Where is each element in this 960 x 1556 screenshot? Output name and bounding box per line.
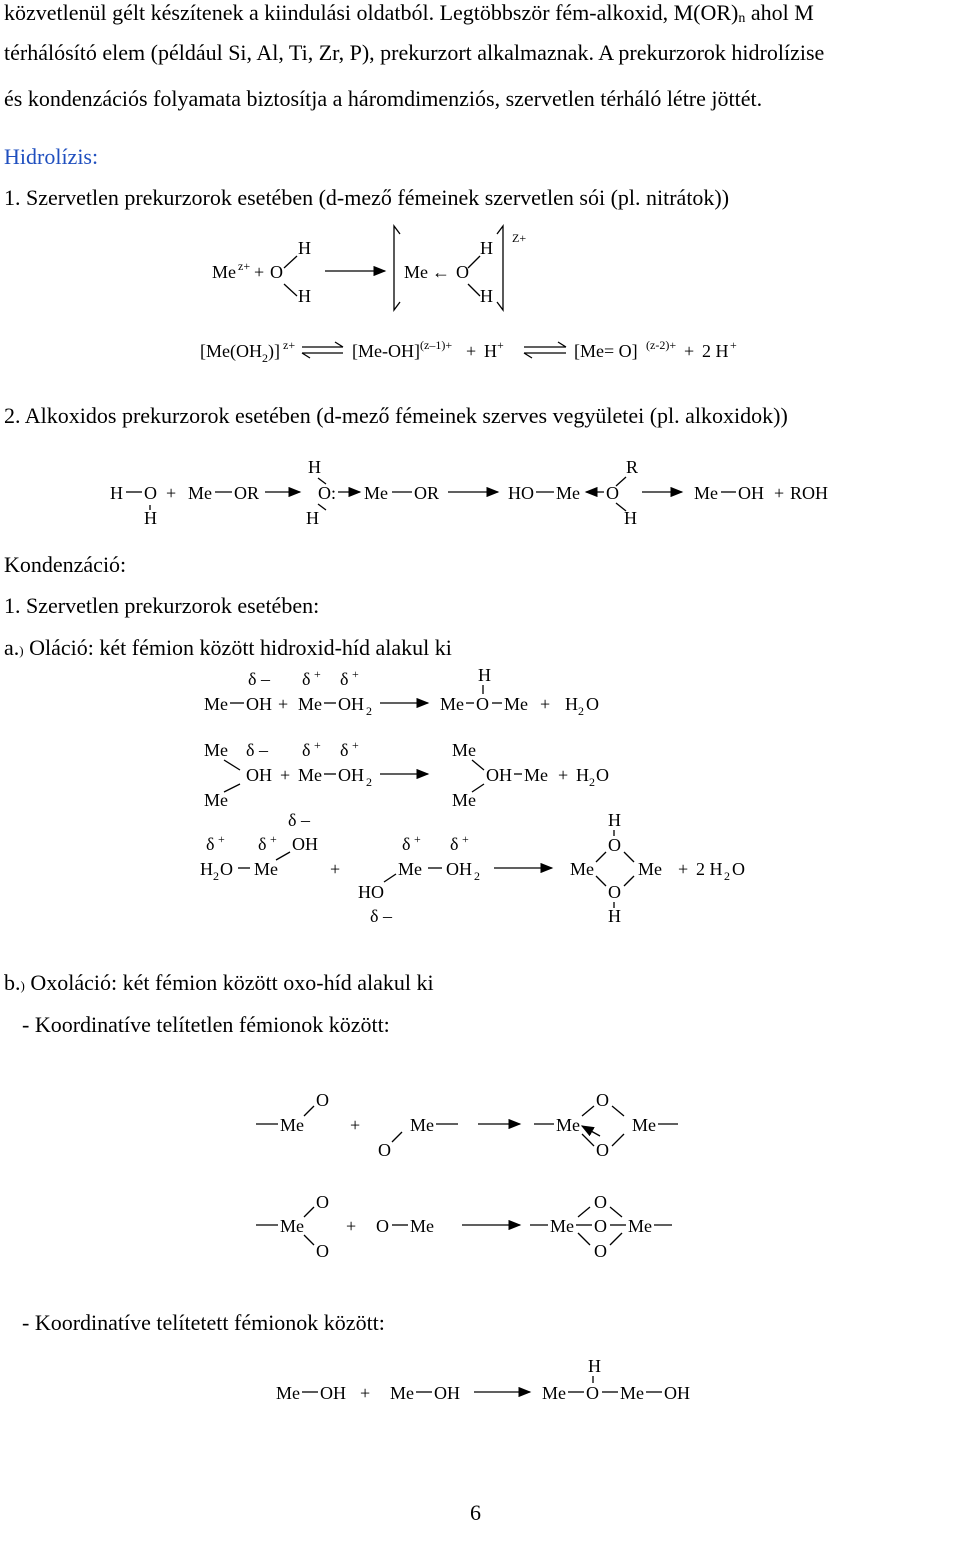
group-label: OR — [234, 483, 260, 503]
hydrolysis-alkoxide-scheme — [110, 457, 828, 528]
atom-label: Me — [628, 1216, 652, 1236]
atom-label: O — [596, 765, 609, 785]
atom-label: O: — [318, 483, 336, 503]
label: b. — [4, 970, 21, 995]
partial-charge: δ – — [248, 669, 270, 689]
paragraph-line-2: térhálósító elem (például Si, Al, Ti, Zr, P), prekurzort alkalmaznak. A prekurzorok hidrolízise — [4, 40, 825, 65]
atom-label: H — [308, 457, 321, 477]
atom-label: H — [306, 508, 319, 528]
group-label: OH — [434, 1383, 460, 1403]
operator: + — [466, 341, 477, 361]
subscript: 2 — [262, 351, 268, 365]
group-label: OH — [338, 765, 364, 785]
heading-kondenzacio: Kondenzáció: — [4, 552, 127, 577]
atom-label: O — [596, 1140, 609, 1160]
molecule-label: H — [565, 694, 578, 714]
group-label: OH — [338, 694, 364, 714]
subscript: 2 — [366, 775, 372, 789]
heading-hidrolizis: Hidrolízis: — [4, 144, 99, 169]
atom-label: Me — [638, 859, 662, 879]
atom-label: Me — [556, 1115, 580, 1135]
oxolation-unsaturated-scheme — [256, 1090, 678, 1160]
group-label: OH — [664, 1383, 690, 1403]
charge-label: z+ — [238, 259, 251, 273]
charge-label: Z+ — [512, 231, 527, 245]
atom-label: O — [456, 262, 469, 282]
atom-label: H — [480, 238, 493, 258]
atom-label: Me — [254, 859, 278, 879]
subscript: 2 — [474, 869, 480, 883]
complex-label: )] — [268, 341, 280, 361]
charge-label: + — [314, 667, 321, 681]
group-label: OH — [320, 1383, 346, 1403]
atom-label: Me — [212, 262, 236, 282]
subscript: 2 — [366, 704, 372, 718]
atom-label: O — [586, 1383, 599, 1403]
atom-label: H — [624, 508, 637, 528]
atom-label: Me — [298, 765, 322, 785]
partial-charge: δ — [206, 834, 215, 854]
subscript: 2 — [213, 869, 219, 883]
atom-label: O — [378, 1140, 391, 1160]
oxolation-unsaturated-scheme-2 — [256, 1192, 672, 1261]
atom-label: Me — [204, 790, 228, 810]
atom-label: Me — [404, 262, 428, 282]
charge-label: z+ — [283, 338, 296, 352]
atom-label: Me — [390, 1383, 414, 1403]
atom-label: Me — [632, 1115, 656, 1135]
atom-label: O — [476, 694, 489, 714]
molecule-label: H — [576, 765, 589, 785]
partial-charge: δ — [450, 834, 459, 854]
group-label: OH — [446, 859, 472, 879]
partial-charge: δ — [258, 834, 267, 854]
atom-label: Me — [410, 1216, 434, 1236]
atom-label: Me — [694, 483, 718, 503]
label: Oláció: két fémion között hidroxid-híd alakul ki — [23, 635, 452, 660]
charge-label: + — [497, 338, 504, 352]
olation-scheme-2 — [204, 738, 609, 810]
subscript: 2 — [589, 775, 595, 789]
atom-label: H — [144, 508, 157, 528]
atom-label: Me — [188, 483, 212, 503]
label: ) — [20, 978, 25, 993]
group-label: OH — [292, 834, 318, 854]
atom-label: H — [298, 238, 311, 258]
atom-label: Me — [570, 859, 594, 879]
operator: + — [346, 1216, 357, 1236]
item-inorganic-precursors: 1. Szervetlen prekurzorok esetében (d-mező fémeinek szervetlen sói (pl. nitrátok)) — [4, 185, 730, 210]
atom-label: H — [298, 286, 311, 306]
operator: + — [278, 694, 289, 714]
coordination-arrow: ← — [432, 262, 450, 282]
atom-label: O — [316, 1090, 329, 1110]
atom-label: H — [480, 286, 493, 306]
molecule-label: 2 H — [696, 859, 723, 879]
group-label: HO — [508, 483, 534, 503]
oxolation-saturated-scheme — [276, 1356, 690, 1403]
charge-label: + — [218, 832, 225, 846]
label: Oxoláció: két fémion között oxo-híd alakul ki — [24, 970, 434, 995]
label: ) — [19, 643, 24, 658]
atom-label: Me — [398, 859, 422, 879]
atom-label: Me — [364, 483, 388, 503]
atom-label: Me — [440, 694, 464, 714]
charge-label: + — [414, 832, 421, 846]
page-number: 6 — [470, 1500, 481, 1525]
atom-label: H — [478, 665, 491, 685]
label: a. — [4, 635, 20, 660]
text-segment: ahol M — [745, 0, 814, 25]
atom-label: O — [586, 694, 599, 714]
atom-label: H — [110, 483, 123, 503]
group-label: HO — [358, 882, 384, 902]
charge-label: + — [730, 338, 737, 352]
atom-label: H — [588, 1356, 601, 1376]
operator: + — [280, 765, 291, 785]
atom-label: O — [732, 859, 745, 879]
atom-label: R — [626, 457, 639, 477]
atom-label: Me — [556, 483, 580, 503]
partial-charge: δ – — [246, 740, 268, 760]
atom-label: O — [270, 262, 283, 282]
atom-label: O — [594, 1241, 607, 1261]
atom-label: Me — [542, 1383, 566, 1403]
ion-label: H — [484, 341, 497, 361]
olation-scheme-3 — [200, 810, 745, 926]
atom-label: H — [608, 810, 621, 830]
atom-label: Me — [550, 1216, 574, 1236]
charge-label: + — [352, 738, 359, 752]
subscript: n — [738, 11, 746, 26]
atom-label: Me — [452, 740, 476, 760]
group-label: OH — [246, 694, 272, 714]
group-label: OH — [246, 765, 272, 785]
atom-label: O — [594, 1192, 607, 1212]
partial-charge: δ – — [370, 906, 392, 926]
atom-label: O — [608, 835, 621, 855]
text-segment: közvetlenül gélt készítenek a kiindulási oldatból. Legtöbbször fém-alkoxid, M(OR) — [4, 0, 739, 25]
partial-charge: δ – — [288, 810, 310, 830]
atom-label: Me — [204, 694, 228, 714]
complex-label: [Me(OH — [200, 341, 262, 361]
hydrolysis-inorganic-scheme — [200, 226, 737, 365]
charge-label: (z-2)+ — [646, 338, 677, 352]
atom-label: Me — [280, 1115, 304, 1135]
atom-label: Me — [298, 694, 322, 714]
atom-label: Me — [276, 1383, 300, 1403]
atom-label: Me — [620, 1383, 644, 1403]
operator: + — [350, 1115, 361, 1135]
atom-label: Me — [452, 790, 476, 810]
partial-charge: δ — [402, 834, 411, 854]
atom-label: H — [608, 906, 621, 926]
atom-label: O — [316, 1241, 329, 1261]
charge-label: + — [462, 832, 469, 846]
atom-label: O — [596, 1090, 609, 1110]
complex-label: [Me= O] — [574, 341, 638, 361]
charge-label: + — [352, 667, 359, 681]
item-unsaturated: - Koordinatíve telítetlen fémionok között: — [22, 1012, 390, 1037]
charge-label: (z–1)+ — [420, 338, 453, 352]
olation-scheme-1 — [204, 665, 599, 718]
partial-charge: δ — [302, 669, 311, 689]
molecule-label: H — [200, 859, 213, 879]
atom-label: Me — [410, 1115, 434, 1135]
atom-label: O — [376, 1216, 389, 1236]
atom-label: Me — [524, 765, 548, 785]
charge-label: + — [270, 832, 277, 846]
partial-charge: δ — [302, 740, 311, 760]
atom-label: Me — [504, 694, 528, 714]
subscript: 2 — [578, 704, 584, 718]
operator: + — [774, 483, 785, 503]
paragraph-line-3: és kondenzációs folyamata biztosítja a háromdimenziós, szervetlen térháló létre jöttét. — [4, 86, 763, 111]
partial-charge: δ — [340, 669, 349, 689]
partial-charge: δ — [340, 740, 349, 760]
atom-label: O — [144, 483, 157, 503]
atom-label: Me — [204, 740, 228, 760]
ion-label: 2 H — [702, 341, 729, 361]
item-alkoxide-precursors: 2. Alkoxidos prekurzorok esetében (d-mező fémeinek szerves vegyületei (pl. alkoxidok)) — [4, 403, 788, 428]
subscript: 2 — [724, 869, 730, 883]
operator: + — [558, 765, 569, 785]
atom-label: O — [606, 483, 619, 503]
complex-label: [Me-OH] — [352, 341, 420, 361]
item-inorganic-condensation: 1. Szervetlen prekurzorok esetében: — [4, 593, 320, 618]
item-saturated: - Koordinatíve telítetett fémionok között: — [22, 1310, 385, 1335]
charge-label: + — [314, 738, 321, 752]
operator: + — [166, 483, 177, 503]
group-label: OH — [738, 483, 764, 503]
operator: + — [684, 341, 695, 361]
operator: + — [330, 859, 341, 879]
group-label: OR — [414, 483, 440, 503]
operator: + — [254, 262, 265, 282]
atom-label: O — [608, 882, 621, 902]
group-label: OH — [486, 765, 512, 785]
operator: + — [678, 859, 689, 879]
operator: + — [360, 1383, 371, 1403]
atom-label: O — [594, 1216, 607, 1236]
atom-label: O — [316, 1192, 329, 1212]
group-label: ROH — [790, 483, 829, 503]
atom-label: Me — [280, 1216, 304, 1236]
operator: + — [540, 694, 551, 714]
atom-label: O — [220, 859, 233, 879]
